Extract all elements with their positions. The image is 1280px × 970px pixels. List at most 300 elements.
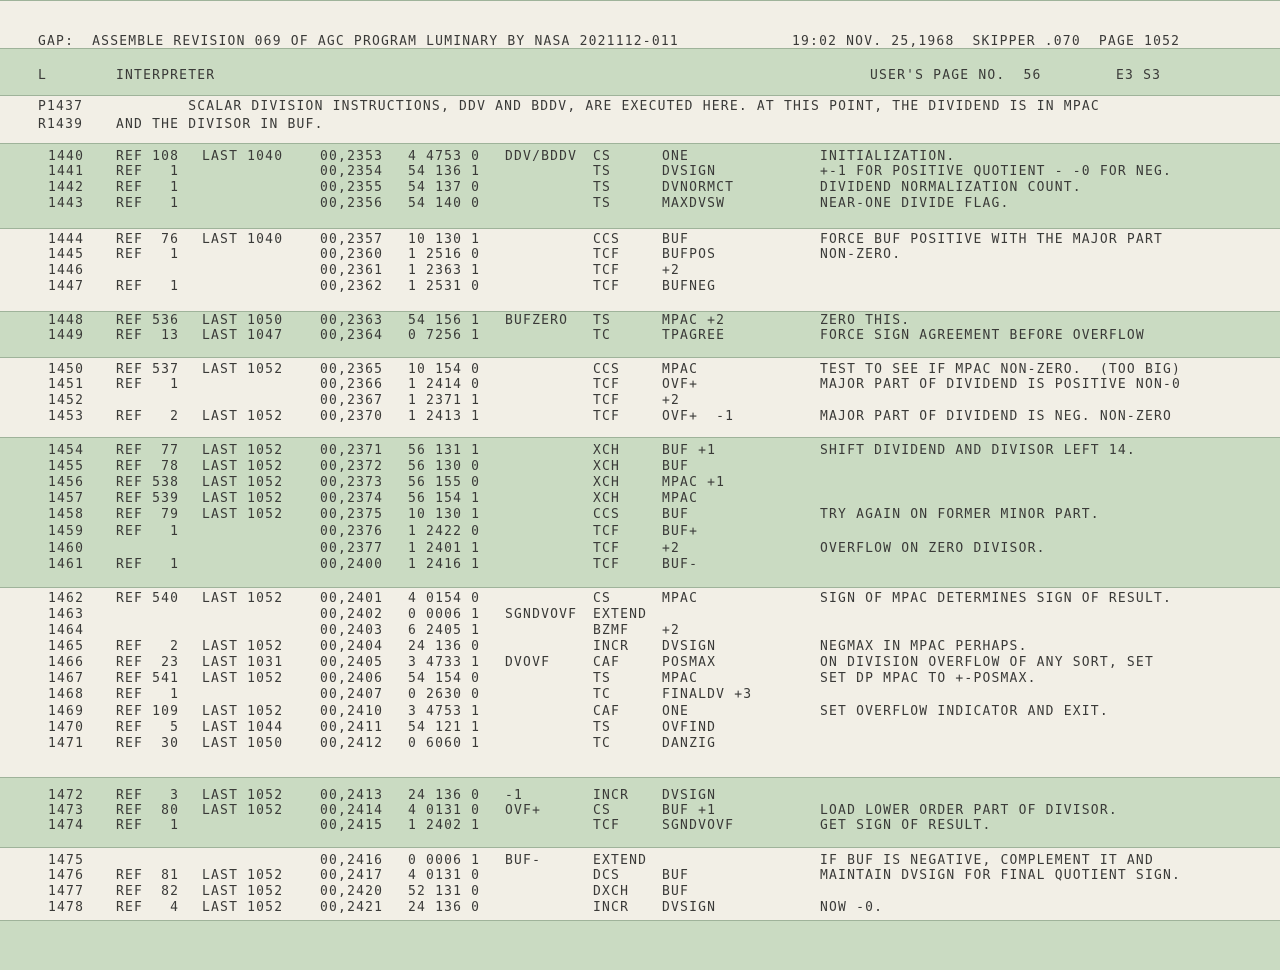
octal-code: 1 2416 1: [408, 557, 481, 572]
listing-row: [0, 459, 1280, 475]
ref-count: REF 1: [116, 377, 180, 392]
ref-count: REF 538: [116, 475, 180, 490]
address: 00,2376: [320, 524, 384, 539]
operand: OVF+: [662, 377, 699, 392]
address: 00,2417: [320, 868, 384, 883]
label: DVOVF: [505, 655, 551, 670]
listing-row: [0, 639, 1280, 655]
address: 00,2356: [320, 196, 384, 211]
comment-line-text: AND THE DIVISOR IN BUF.: [116, 117, 324, 132]
operand: MPAC: [662, 491, 699, 506]
ref-count: REF 1: [116, 279, 180, 294]
address: 00,2365: [320, 362, 384, 377]
comment: LOAD LOWER ORDER PART OF DIVISOR.: [820, 803, 1118, 818]
ref-count: REF 1: [116, 180, 180, 195]
line-number: 1454: [48, 443, 85, 458]
line-number: 1466: [48, 655, 85, 670]
listing-row: [0, 884, 1280, 900]
listing-row: [0, 263, 1280, 279]
listing-row: [0, 524, 1280, 540]
octal-code: 1 2402 1: [408, 818, 481, 833]
listing-row: [0, 687, 1280, 703]
operand: MPAC: [662, 591, 699, 606]
octal-code: 10 130 1: [408, 507, 481, 522]
line-number: 1468: [48, 687, 85, 702]
operand: POSMAX: [662, 655, 717, 670]
ref-count: REF 1: [116, 247, 180, 262]
line-number: 1461: [48, 557, 85, 572]
address: 00,2363: [320, 313, 384, 328]
listing-row: [0, 671, 1280, 687]
address: 00,2354: [320, 164, 384, 179]
address: 00,2360: [320, 247, 384, 262]
octal-code: 4 4753 0: [408, 149, 481, 164]
header-date-page: 19:02 NOV. 25,1968 SKIPPER .070 PAGE 1052: [792, 34, 1181, 49]
operand: MPAC +2: [662, 313, 726, 328]
comment: NEAR-ONE DIVIDE FLAG.: [820, 196, 1010, 211]
operand: BUF: [662, 868, 690, 883]
opcode: CCS: [593, 507, 621, 522]
comment-line-text: SCALAR DIVISION INSTRUCTIONS, DDV AND BDDV, ARE EXECUTED HERE. AT THIS POINT, THE DIVIDEND IS IN MPAC: [116, 99, 1100, 114]
line-number: 1460: [48, 541, 85, 556]
last-ref: LAST 1052: [202, 884, 284, 899]
listing-row: [0, 409, 1280, 425]
octal-code: 52 131 0: [408, 884, 481, 899]
comment: TEST TO SEE IF MPAC NON-ZERO. (TOO BIG): [820, 362, 1182, 377]
opcode: TS: [593, 180, 612, 195]
octal-code: 54 140 0: [408, 196, 481, 211]
octal-code: 1 2363 1: [408, 263, 481, 278]
ref-count: REF 539: [116, 491, 180, 506]
octal-code: 1 2413 1: [408, 409, 481, 424]
listing-row: [0, 803, 1280, 819]
opcode: EXTEND: [593, 853, 648, 868]
comment: FORCE BUF POSITIVE WITH THE MAJOR PART: [820, 232, 1164, 247]
address: 00,2416: [320, 853, 384, 868]
last-ref: LAST 1040: [202, 232, 284, 247]
ref-count: REF 1: [116, 196, 180, 211]
comment: NON-ZERO.: [820, 247, 902, 262]
operand: DVSIGN: [662, 788, 717, 803]
ref-count: REF 77: [116, 443, 180, 458]
listing-row: [0, 279, 1280, 295]
last-ref: LAST 1052: [202, 362, 284, 377]
address: 00,2367: [320, 393, 384, 408]
comment: ON DIVISION OVERFLOW OF ANY SORT, SET: [820, 655, 1154, 670]
last-ref: LAST 1052: [202, 788, 284, 803]
ref-count: REF 109: [116, 704, 180, 719]
last-ref: LAST 1050: [202, 736, 284, 751]
opcode: TC: [593, 328, 612, 343]
operand: +2: [662, 623, 681, 638]
opcode: CS: [593, 149, 612, 164]
line-number: 1471: [48, 736, 85, 751]
last-ref: LAST 1052: [202, 443, 284, 458]
operand: DVSIGN: [662, 639, 717, 654]
octal-code: 1 2531 0: [408, 279, 481, 294]
operand: +2: [662, 541, 681, 556]
octal-code: 0 2630 0: [408, 687, 481, 702]
operand: BUF: [662, 884, 690, 899]
address: 00,2412: [320, 736, 384, 751]
listing-row: [0, 704, 1280, 720]
address: 00,2404: [320, 639, 384, 654]
line-number: 1478: [48, 900, 85, 915]
last-ref: LAST 1052: [202, 459, 284, 474]
opcode: TCF: [593, 524, 621, 539]
address: 00,2415: [320, 818, 384, 833]
line-number: 1440: [48, 149, 85, 164]
address: 00,2371: [320, 443, 384, 458]
line-number: 1472: [48, 788, 85, 803]
address: 00,2364: [320, 328, 384, 343]
address: 00,2406: [320, 671, 384, 686]
operand: TPAGREE: [662, 328, 726, 343]
address: 00,2400: [320, 557, 384, 572]
operand: +2: [662, 263, 681, 278]
listing-row: [0, 557, 1280, 573]
last-ref: LAST 1040: [202, 149, 284, 164]
octal-code: 54 137 0: [408, 180, 481, 195]
label: -1: [505, 788, 524, 803]
listing-row: [0, 313, 1280, 329]
subheader-line: [0, 68, 1280, 84]
line-number: 1459: [48, 524, 85, 539]
octal-code: 56 131 1: [408, 443, 481, 458]
ref-count: REF 81: [116, 868, 180, 883]
opcode: CCS: [593, 362, 621, 377]
operand: BUF+: [662, 524, 699, 539]
address: 00,2413: [320, 788, 384, 803]
ref-count: REF 2: [116, 409, 180, 424]
comment: SET DP MPAC TO +-POSMAX.: [820, 671, 1037, 686]
comment: IF BUF IS NEGATIVE, COMPLEMENT IT AND: [820, 853, 1154, 868]
listing-row: [0, 180, 1280, 196]
opcode: CAF: [593, 704, 621, 719]
comment: NEGMAX IN MPAC PERHAPS.: [820, 639, 1028, 654]
operand: +2: [662, 393, 681, 408]
last-ref: LAST 1052: [202, 803, 284, 818]
opcode: XCH: [593, 475, 621, 490]
octal-code: 56 130 0: [408, 459, 481, 474]
opcode: EXTEND: [593, 607, 648, 622]
line-number: 1442: [48, 180, 85, 195]
opcode: XCH: [593, 491, 621, 506]
last-ref: LAST 1052: [202, 507, 284, 522]
operand: OVFIND: [662, 720, 717, 735]
operand: MPAC: [662, 362, 699, 377]
line-number: 1473: [48, 803, 85, 818]
listing-row: [0, 736, 1280, 752]
line-number: 1467: [48, 671, 85, 686]
line-number: 1465: [48, 639, 85, 654]
listing-row: [0, 788, 1280, 804]
comment: TRY AGAIN ON FORMER MINOR PART.: [820, 507, 1100, 522]
octal-code: 10 154 0: [408, 362, 481, 377]
octal-code: 0 7256 1: [408, 328, 481, 343]
operand: BUFNEG: [662, 279, 717, 294]
address: 00,2414: [320, 803, 384, 818]
line-number: 1450: [48, 362, 85, 377]
comment: MAJOR PART OF DIVIDEND IS POSITIVE NON-0: [820, 377, 1182, 392]
line-number: 1477: [48, 884, 85, 899]
line-number: 1470: [48, 720, 85, 735]
line-number: 1474: [48, 818, 85, 833]
ref-count: REF 30: [116, 736, 180, 751]
octal-code: 1 2414 0: [408, 377, 481, 392]
comment-line-id: R1439: [38, 117, 84, 132]
operand: BUF-: [662, 557, 699, 572]
listing-row: [0, 475, 1280, 491]
listing-row: [0, 818, 1280, 834]
octal-code: 10 130 1: [408, 232, 481, 247]
octal-code: 54 154 0: [408, 671, 481, 686]
ref-count: REF 1: [116, 687, 180, 702]
opcode: TCF: [593, 541, 621, 556]
listing-row: [0, 328, 1280, 344]
opcode: XCH: [593, 443, 621, 458]
comment-line-id: P1437: [38, 99, 84, 114]
listing-row: [0, 247, 1280, 263]
section-name: INTERPRETER: [116, 68, 216, 83]
opcode: DXCH: [593, 884, 630, 899]
opcode: CS: [593, 803, 612, 818]
ref-count: REF 1: [116, 164, 180, 179]
last-ref: LAST 1052: [202, 671, 284, 686]
label: DDV/BDDV: [505, 149, 578, 164]
opcode: TC: [593, 687, 612, 702]
ref-count: REF 4: [116, 900, 180, 915]
comment: MAINTAIN DVSIGN FOR FINAL QUOTIENT SIGN.: [820, 868, 1182, 883]
listing-row: [0, 149, 1280, 165]
line-number: 1444: [48, 232, 85, 247]
octal-code: 54 156 1: [408, 313, 481, 328]
last-ref: LAST 1050: [202, 313, 284, 328]
opcode: TCF: [593, 393, 621, 408]
last-ref: LAST 1047: [202, 328, 284, 343]
comment: SIGN OF MPAC DETERMINES SIGN OF RESULT.: [820, 591, 1173, 606]
ref-count: REF 3: [116, 788, 180, 803]
address: 00,2373: [320, 475, 384, 490]
ref-count: REF 537: [116, 362, 180, 377]
octal-code: 1 2371 1: [408, 393, 481, 408]
line-number: 1464: [48, 623, 85, 638]
opcode: TCF: [593, 263, 621, 278]
ref-count: REF 536: [116, 313, 180, 328]
address: 00,2410: [320, 704, 384, 719]
label: BUF-: [505, 853, 542, 868]
ref-count: REF 80: [116, 803, 180, 818]
opcode: TS: [593, 720, 612, 735]
listing-row: [0, 377, 1280, 393]
listing-row: [0, 393, 1280, 409]
address: 00,2361: [320, 263, 384, 278]
label: OVF+: [505, 803, 542, 818]
last-ref: LAST 1052: [202, 900, 284, 915]
opcode: XCH: [593, 459, 621, 474]
line-number: 1457: [48, 491, 85, 506]
line-number: 1448: [48, 313, 85, 328]
octal-code: 0 0006 1: [408, 853, 481, 868]
address: 00,2366: [320, 377, 384, 392]
last-ref: LAST 1052: [202, 704, 284, 719]
address: 00,2420: [320, 884, 384, 899]
comment: SHIFT DIVIDEND AND DIVISOR LEFT 14.: [820, 443, 1136, 458]
line-number: 1441: [48, 164, 85, 179]
operand: DVNORMCT: [662, 180, 735, 195]
opcode: TCF: [593, 279, 621, 294]
line-number: 1455: [48, 459, 85, 474]
comment-block-line: [0, 117, 1280, 133]
listing-row: [0, 900, 1280, 916]
listing-row: [0, 720, 1280, 736]
operand: ONE: [662, 149, 690, 164]
last-ref: LAST 1031: [202, 655, 284, 670]
listing-row: [0, 623, 1280, 639]
ref-count: REF 78: [116, 459, 180, 474]
operand: SGNDVOVF: [662, 818, 735, 833]
line-number: 1446: [48, 263, 85, 278]
ref-count: REF 76: [116, 232, 180, 247]
operand: BUF: [662, 232, 690, 247]
operand: DANZIG: [662, 736, 717, 751]
page-codes: E3 S3: [1116, 68, 1162, 83]
line-number: 1463: [48, 607, 85, 622]
header-title: GAP: ASSEMBLE REVISION 069 OF AGC PROGRAM LUMINARY BY NASA 2021112-011: [38, 34, 679, 49]
ref-count: REF 541: [116, 671, 180, 686]
ref-count: REF 1: [116, 557, 180, 572]
operand: MPAC: [662, 671, 699, 686]
line-number: 1447: [48, 279, 85, 294]
line-number: 1462: [48, 591, 85, 606]
opcode: TCF: [593, 377, 621, 392]
operand: BUF +1: [662, 803, 717, 818]
octal-code: 56 155 0: [408, 475, 481, 490]
comment-block-line: [0, 99, 1280, 115]
listing-row: [0, 196, 1280, 212]
opcode: TS: [593, 671, 612, 686]
line-number: 1469: [48, 704, 85, 719]
line-number: 1458: [48, 507, 85, 522]
comment: NOW -0.: [820, 900, 884, 915]
line-number: 1453: [48, 409, 85, 424]
address: 00,2411: [320, 720, 384, 735]
address: 00,2377: [320, 541, 384, 556]
ref-count: REF 82: [116, 884, 180, 899]
comment: SET OVERFLOW INDICATOR AND EXIT.: [820, 704, 1109, 719]
address: 00,2372: [320, 459, 384, 474]
listing-row: [0, 232, 1280, 248]
ref-count: REF 13: [116, 328, 180, 343]
listing-row: [0, 362, 1280, 378]
operand: BUF +1: [662, 443, 717, 458]
opcode: TS: [593, 196, 612, 211]
operand: MAXDVSW: [662, 196, 726, 211]
ref-count: REF 23: [116, 655, 180, 670]
octal-code: 1 2401 1: [408, 541, 481, 556]
octal-code: 4 0154 0: [408, 591, 481, 606]
address: 00,2407: [320, 687, 384, 702]
comment: MAJOR PART OF DIVIDEND IS NEG. NON-ZERO: [820, 409, 1173, 424]
address: 00,2370: [320, 409, 384, 424]
operand: MPAC +1: [662, 475, 726, 490]
opcode: INCR: [593, 639, 630, 654]
opcode: TC: [593, 736, 612, 751]
opcode: CCS: [593, 232, 621, 247]
octal-code: 0 6060 1: [408, 736, 481, 751]
operand: BUF: [662, 507, 690, 522]
last-ref: LAST 1044: [202, 720, 284, 735]
last-ref: LAST 1052: [202, 639, 284, 654]
octal-code: 1 2516 0: [408, 247, 481, 262]
last-ref: LAST 1052: [202, 491, 284, 506]
listing-row: [0, 591, 1280, 607]
octal-code: 3 4733 1: [408, 655, 481, 670]
listing-row: [0, 491, 1280, 507]
operand: DVSIGN: [662, 164, 717, 179]
opcode: TS: [593, 313, 612, 328]
opcode: CAF: [593, 655, 621, 670]
operand: BUFPOS: [662, 247, 717, 262]
ref-count: REF 1: [116, 524, 180, 539]
octal-code: 0 0006 1: [408, 607, 481, 622]
opcode: TCF: [593, 409, 621, 424]
opcode: CS: [593, 591, 612, 606]
address: 00,2403: [320, 623, 384, 638]
line-number: 1475: [48, 853, 85, 868]
comment: INITIALIZATION.: [820, 149, 956, 164]
octal-code: 24 136 0: [408, 788, 481, 803]
address: 00,2405: [320, 655, 384, 670]
octal-code: 6 2405 1: [408, 623, 481, 638]
line-number: 1449: [48, 328, 85, 343]
operand: OVF+ -1: [662, 409, 735, 424]
last-ref: LAST 1052: [202, 475, 284, 490]
address: 00,2362: [320, 279, 384, 294]
octal-code: 24 136 0: [408, 900, 481, 915]
users-page-number: USER'S PAGE NO. 56: [870, 68, 1042, 83]
opcode: INCR: [593, 900, 630, 915]
address: 00,2357: [320, 232, 384, 247]
operand: DVSIGN: [662, 900, 717, 915]
opcode: INCR: [593, 788, 630, 803]
last-ref: LAST 1052: [202, 868, 284, 883]
comment: DIVIDEND NORMALIZATION COUNT.: [820, 180, 1082, 195]
line-number: 1443: [48, 196, 85, 211]
listing-row: [0, 853, 1280, 869]
opcode: TCF: [593, 557, 621, 572]
line-number: 1452: [48, 393, 85, 408]
line-number: 1476: [48, 868, 85, 883]
last-ref: LAST 1052: [202, 409, 284, 424]
address: 00,2402: [320, 607, 384, 622]
line-number: 1445: [48, 247, 85, 262]
comment: OVERFLOW ON ZERO DIVISOR.: [820, 541, 1046, 556]
label: BUFZERO: [505, 313, 569, 328]
listing-row: [0, 868, 1280, 884]
address: 00,2421: [320, 900, 384, 915]
comment: ZERO THIS.: [820, 313, 911, 328]
octal-code: 54 136 1: [408, 164, 481, 179]
comment: FORCE SIGN AGREEMENT BEFORE OVERFLOW: [820, 328, 1145, 343]
listing-row: [0, 507, 1280, 523]
opcode: TCF: [593, 818, 621, 833]
ref-count: REF 1: [116, 818, 180, 833]
address: 00,2375: [320, 507, 384, 522]
opcode: BZMF: [593, 623, 630, 638]
ref-count: REF 108: [116, 149, 180, 164]
octal-code: 3 4753 1: [408, 704, 481, 719]
